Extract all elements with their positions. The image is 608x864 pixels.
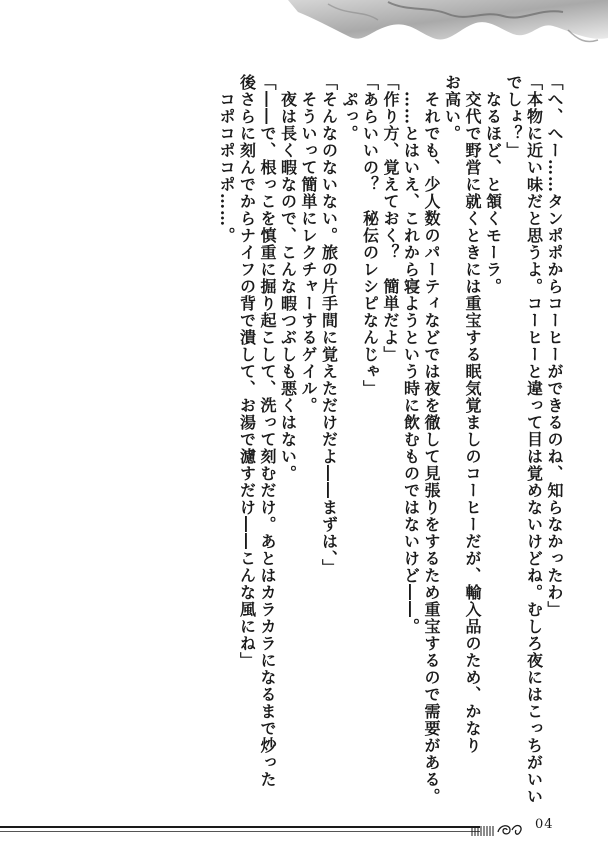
text-line-7: それでも、少人数のパーティなどでは夜を徹して見張りをするため重宝するので需要がある。 — [422, 74, 441, 805]
text-line-1: 「へ、へー……タンポポからコーヒーができるのね、知らなかったわ」 — [545, 74, 564, 618]
text-line-5: 交代で野営に就くときには重宝する眠気覚ましのコーヒーだが、輸入品のため、かなり — [463, 74, 482, 754]
vertical-body-text — [64, 74, 564, 805]
text-line-12: 「そんなのないない。旅の片手間に覚えただけだよ――まずは、」 — [319, 74, 339, 576]
footer-rule — [0, 826, 480, 828]
text-line-4: なるほど、と頷くモーラ。 — [483, 74, 503, 295]
text-line-15: 「――で、根っこを慎重に掘り起こして、洗って刻むだけ。あとはカラカラになるまで炒った — [258, 74, 277, 788]
text-line-8: ……とはいえ、これから寝ようという時に飲むものではないけど――。 — [401, 74, 421, 635]
text-line-6: お高い。 — [442, 74, 462, 142]
footer-rule-thin — [0, 831, 480, 832]
text-line-16: 後さらに刻んでからナイフの背で潰して、お湯で濾すだけ――こんな風にね」 — [237, 74, 257, 669]
page-number: 04 — [535, 817, 554, 832]
page-footer — [0, 812, 608, 852]
text-line-13: そういって簡単にレクチャーするゲイル。 — [299, 74, 318, 414]
text-line-2: 「本物に近い味だと思うよ。コーヒーと違って目は覚めないけどね。むしろ夜にはこっちがいい — [524, 74, 544, 805]
text-line-9: 「作り方、覚えておく？ 簡単だよ」 — [381, 74, 400, 363]
text-line-17: コポコポコポ……。 — [217, 74, 236, 244]
text-line-3: でしょ？」 — [504, 74, 523, 159]
text-line-10: 「あらいいの？ 秘伝のレシピなんじゃ」 — [360, 74, 380, 397]
text-line-14: 夜は長く暇なので、こんな暇つぶしも悪くはない。 — [278, 74, 298, 482]
footer-ornament-icon — [470, 818, 530, 840]
corner-brushstroke-illustration — [268, 0, 608, 80]
text-line-11: ぷっ。 — [340, 74, 359, 142]
